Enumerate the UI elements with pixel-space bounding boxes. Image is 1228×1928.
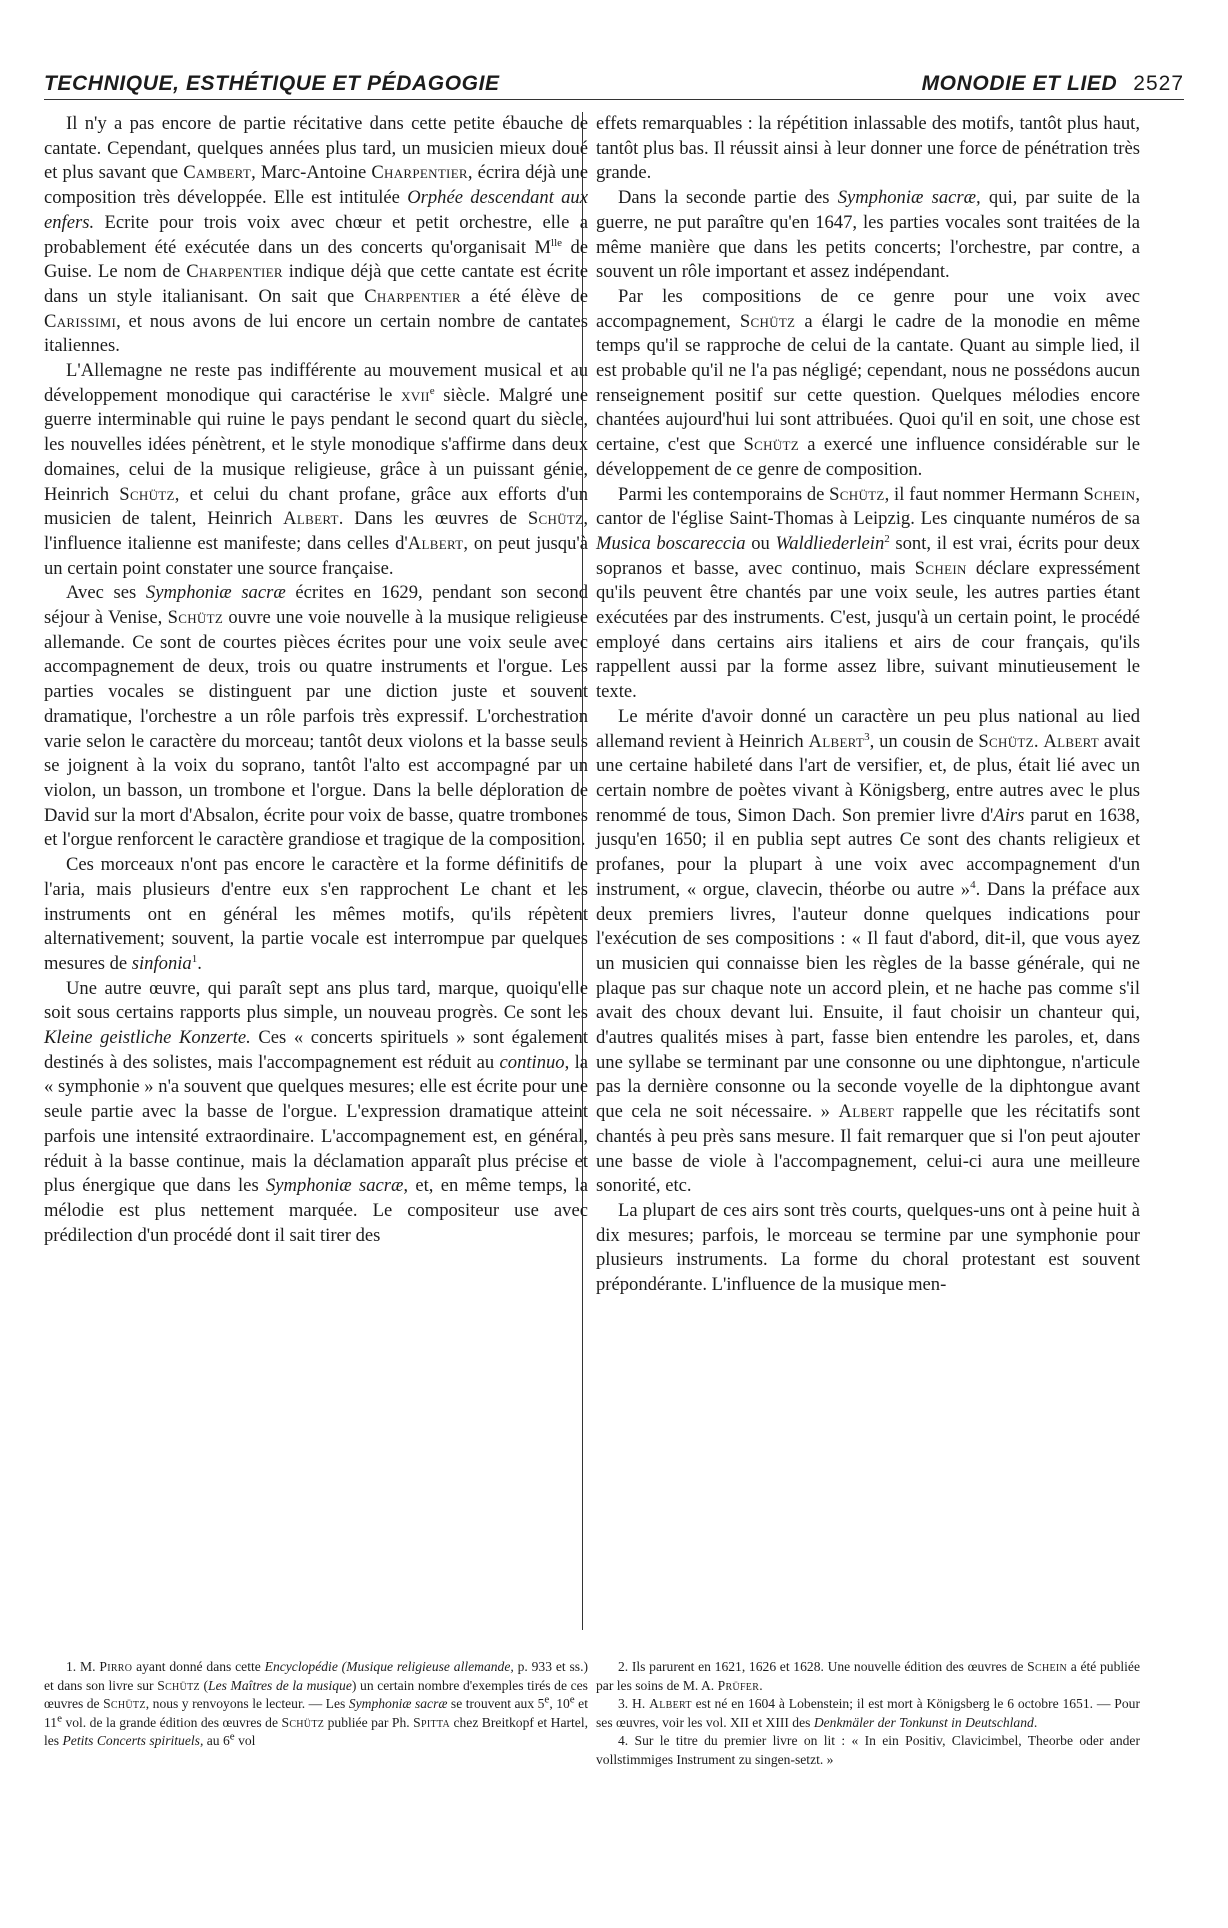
left-column <box>44 112 588 1248</box>
footnote-ref: 2 <box>884 532 890 545</box>
person-name: Charpentier <box>364 285 461 307</box>
work-title: sinfonia <box>131 952 192 974</box>
page-number: 2527 <box>1133 72 1184 95</box>
work-title: Symphoniæ sacræ, <box>265 1175 409 1197</box>
work-title: Orphée descendant aux enfers. <box>44 187 588 233</box>
work-title: Symphoniæ sacræ <box>145 582 286 604</box>
footnote: 4. Sur le titre du premier livre on lit : « In ein Positiv, Clavicimbel, Theorbe oder ander vollstimmiges Instrument zu singen-setzt. » <box>596 1733 1140 1767</box>
footnote: 1. M. Pirro ayant donné dans cette Encyclopédie (Musique religieuse allemande, p. 933 et ss.) et dans son livre sur Schütz (Les Maîtres de la musique) un certain nombre d'exemples tirés de ces œuvres de Schütz, nous y renvoyons le lecteur. — Les Symphoniæ sacræ se trouvent aux 5e, 10e et 11e vol. de la grande édition des œuvres de Schütz publiée par Ph. Spitta chez Breitkopf et Hartel, les Petits Concerts spirituels, au 6e vol <box>44 1659 588 1749</box>
footnote-ref: 3 <box>864 730 870 743</box>
right-column <box>596 112 1140 1298</box>
header-left-title: TECHNIQUE, ESTHÉTIQUE ET PÉDAGOGIE <box>44 72 500 95</box>
footnotes-right <box>596 1658 1140 1770</box>
paragraph: Une autre œuvre, qui paraît sept ans plus tard, marque, quoiqu'elle soit sous certains rapports plus simple, un nouveau progrès. Ce sont les Kleine geistliche Konzerte. Ces « concerts spirituels » sont également destinés à des solistes, mais l'accompagnement est réduit au continuo, la « symphonie » n'a souvent que quelques mesures; elle est écrite pour une seule partie avec la basse de l'orgue. L'expression dramatique atteint parfois une intensité extraordinaire. L'accompagnement est, en général, réduit à la basse continue, mais la déclamation apparaît plus précise et plus énergique que dans les Symphoniæ sacræ, et, en même temps, la mélodie est plus nettement marquée. Le compositeur use avec prédilection d'un procédé dont il sait tirer des <box>44 977 589 1246</box>
paragraph: Avec ses Symphoniæ sacræ écrites en 1629, pendant son second séjour à Venise, Schütz ouvre une voie nouvelle à la musique religieuse allemande. Ce sont de courtes pièces écrites pour une voix seule avec accompagnement de deux, trois ou quatre instruments et l'orgue. Les parties vocales se distinguent par une diction juste et souvent dramatique, l'orchestre a un rôle parfois très expressif. L'orchestration varie selon le caractère du morceau; tantôt deux violons et la basse seuls se joignent à la voix du soprano, tantôt l'alto est accompagné par un violon, un basson, un trombone et l'orgue. Dans la belle déploration de David sur la mort d'Absalon, écrite pour voix de basse, quatre trombones et l'orgue renforcent le caractère grandiose et tragique de la composition. <box>44 582 588 851</box>
work-title: Musica boscareccia <box>596 532 746 554</box>
person-name: Charpentier <box>186 261 283 283</box>
header-right-title: MONODIE ET LIED <box>921 72 1118 95</box>
paragraph: Le mérite d'avoir donné un caractère un peu plus national au lied allemand revient à Heinrich Albert$^3$, un cousin de Schütz. Albert avait une certaine habileté dans l'art de versifier, et, de plus, était lié avec un certain nombre de poètes vivant à Königsberg, entre autres avec le plus renommé de tous, Simon Dach. Son premier livre d'Airs parut en 1638, jusqu'en 1650; il en publia sept autres Ce sont des chants religieux et profanes, pour la plupart à une voix avec accompagnement d'un instrument, « orgue, clavecin, théorbe ou autre »$^4$. Dans la préface aux deux premiers livres, l'auteur donne quelques indications pour l'exécution de ses compositions : « Il faut d'abord, dit-il, que vous ayez un musicien qui connaisse bien les règles de la basse générale, qui ne plaque pas sur chaque note un accord plein, et ne hache pas comme s'il avait des choux devant lui. Ensuite, il faut choisir un chanteur qui, d'autres qualités mises à part, fasse bien entendre les paroles, et, dans une syllabe se terminant par une consonne ou une diphtongue, n'articule pas la dernière consonne ou la seconde voyelle de la diphtongue avant que cela ne soit nécessaire. » Albert rappelle que les récitatifs sont chantés à peu près sans mesure. Il fait remarquer que si l'on peut ajouter une basse de viole à l'accompagnement, celui-ci aura une meilleure sonorité, etc. <box>596 705 1141 1197</box>
person-name: Spitta <box>413 1714 450 1730</box>
person-name: Schütz <box>103 1696 146 1712</box>
person-name: Schütz <box>739 310 796 332</box>
work-title: Waldliederlein <box>775 532 885 554</box>
person-name: Carissimi <box>44 310 117 332</box>
header-rule <box>44 99 1184 100</box>
person-name: Schütz <box>527 508 584 530</box>
person-name: Schütz <box>978 730 1034 752</box>
person-name: Prüfer <box>717 1677 760 1693</box>
paragraph: Parmi les contemporains de Schütz, il faut nommer Hermann Schein, cantor de l'église Saint-Thomas à Leipzig. Les cinquante numéros de sa Musica boscareccia ou Waldliederlein$^2$ sont, il est vrai, écrits pour deux sopranos et basse, avec continuo, mais Schein déclare expressément qu'ils peuvent être chantés par une voix seule, les autres parties étant exécutées par des instruments. C'est, jusqu'à un certain point, le procédé employé dans certains airs italiens et airs de cour français, qu'ils rappellent aussi par la forme assez libre, suivant minutieusement le texte. <box>596 483 1140 703</box>
footnote: 3. H. Albert est né en 1604 à Lobenstein; il est mort à Königsberg le 6 octobre 1651. — Pour ses œuvres, voir les vol. XII et XIII des Denkmäler der Tonkunst in Deutschland. <box>596 1696 1140 1730</box>
person-name: Albert <box>808 730 865 752</box>
running-header <box>44 68 1184 102</box>
paragraph: Dans la seconde partie des Symphoniæ sacræ, qui, par suite de la guerre, ne put paraître qu'en 1647, les parties vocales sont traitées de la même manière que dans les petits concerts; l'orchestre, par contre, a souvent un rôle important et assez indépendant. <box>596 187 1140 283</box>
footnote-ref: 1 <box>191 952 198 965</box>
person-name: Charpentier <box>371 162 468 184</box>
paragraph: Il n'y a pas encore de partie récitative dans cette petite ébauche de cantate. Cependant, quelques années plus tard, un musicien mieux doué et plus savant que Cambert, Marc-Antoine Charpentier, écrira déjà une composition très développée. Elle est intitulée Orphée descendant aux enfers. Ecrite pour trois voix avec chœur et petit orchestre, elle a probablement été exécutée dans un des concerts qu'organisait $M^{lle}$ de Guise. Le nom de Charpentier indique déjà que cette cantate est écrite dans un style italianisant. On sait que Charpentier a été élève de Carissimi, et nous avons de lui encore un certain nombre de cantates italiennes. <box>44 113 589 357</box>
person-name: Pirro <box>99 1659 133 1674</box>
footnote-ref: 4 <box>970 878 976 891</box>
work-title: Airs <box>993 804 1025 826</box>
paragraph: Ces morceaux n'ont pas encore le caractère et la forme définitifs de l'aria, mais plusieurs d'entre eux s'en rapprochent Le chant et les instruments ont en général les mêmes motifs, qu'ils répètent alternativement; souvent, la partie vocale est interrompue par quelques mesures de sinfonia$^1$. <box>44 854 588 974</box>
person-name: Albert <box>649 1696 692 1712</box>
footnotes-left <box>44 1658 588 1751</box>
person-name: Albert <box>407 532 464 554</box>
paragraph: effets remarquables : la répétition inlassable des motifs, tantôt plus haut, tantôt plus bas. Il réussit ainsi à leur donner une force de pénétration très grande. <box>596 113 1140 184</box>
person-name: Albert <box>838 1101 895 1123</box>
footnote: 2. Ils parurent en 1621, 1626 et 1628. Une nouvelle édition des œuvres de Schein a été publiée par les soins de M. A. Prüfer. <box>596 1659 1140 1693</box>
person-name: Schütz <box>157 1677 200 1693</box>
paragraph: Par les compositions de ce genre pour une voix avec accompagnement, Schütz a élargi le cadre de la monodie en même temps qu'il se rapproche de celui de la cantate. Quant au simple lied, il est probable qu'il ne l'a pas négligé; cependant, nous ne possédons aucun renseignement positif sur cette question. Quelques mélodies encore chantées aujourd'hui lui sont attribuées. Quoi qu'il en soit, une chose est certaine, c'est que Schütz a exercé une influence considérable sur le développement de ce genre de composition. <box>596 285 1140 480</box>
work-title: Symphoniæ sacræ, <box>837 187 981 209</box>
person-name: Albert <box>283 508 339 530</box>
person-name: Schütz <box>743 434 799 456</box>
person-name: Schütz <box>167 607 224 629</box>
person-name: Schütz <box>119 483 175 505</box>
person-name: Cambert <box>183 162 252 184</box>
paragraph: La plupart de ces airs sont très courts, quelques-uns ont à peine huit à dix mesures; parfois, le morceau se termine par une symphonie pour plusieurs instruments. La forme du choral protestant est souvent prépondérante. L'influence de la musique men- <box>596 1199 1140 1296</box>
person-name: Schein <box>914 557 967 579</box>
person-name: Albert <box>1043 730 1100 752</box>
work-title: Kleine geistliche Konzerte. <box>44 1027 251 1049</box>
header-right <box>922 72 1184 96</box>
person-name: Schütz <box>281 1714 325 1730</box>
paragraph: L'Allemagne ne reste pas indifférente au mouvement musical et au développement monodique qui caractérise le xvii$^e$ siècle. Malgré une guerre interminable qui ruine le pays pendant le second quart du siècle, les nouvelles idées pénètrent, et le style monodique s'affirme dans deux domaines, celui de la musique religieuse, grâce à un puissant génie, Heinrich Schütz, et celui du chant profane, grâce aux efforts d'un musicien de talent, Heinrich Albert. Dans les œuvres de Schütz, l'influence italienne est manifeste; dans celles d'Albert, on peut jusqu'à un certain point constater une source française. <box>44 360 589 579</box>
person-name: Schein <box>1027 1659 1068 1674</box>
person-name: Schütz <box>829 483 885 505</box>
person-name: Schein <box>1083 483 1136 505</box>
